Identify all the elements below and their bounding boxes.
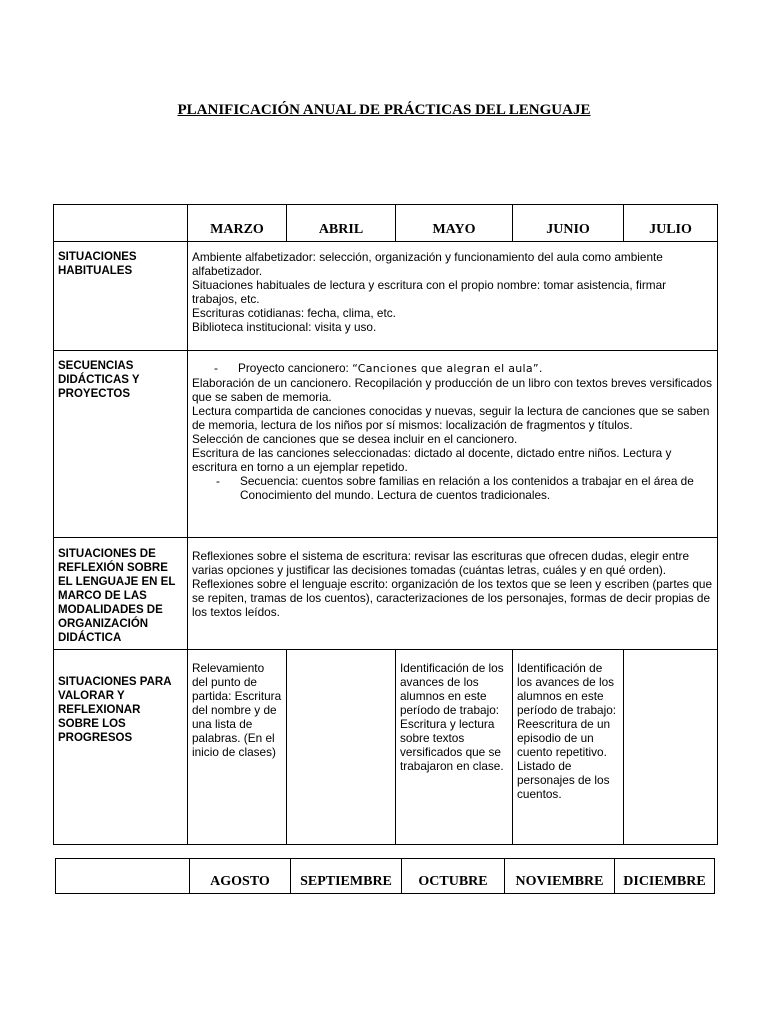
month-header: MARZO xyxy=(188,205,287,242)
bullet-item xyxy=(192,474,713,502)
month-header: AGOSTO xyxy=(190,859,291,894)
row-secuencias xyxy=(54,351,718,538)
month-header: OCTUBRE xyxy=(402,859,505,894)
month-cell: Relevamiento del punto de partida: Escritura del nombre y de una lista de palabras. (En el inicio de clases) xyxy=(188,650,287,845)
month-header: SEPTIEMBRE xyxy=(291,859,402,894)
content-line: Reflexiones sobre el sistema de escritura: revisar las escrituras que ofrecen dudas, elegir entre varias opciones y justificar las decisiones tomadas (cuántas letras, cuáles y en qué orden). xyxy=(192,549,690,577)
month-header: JUNIO xyxy=(513,205,624,242)
month-header: MAYO xyxy=(396,205,513,242)
planning-table-first-semester xyxy=(53,204,718,845)
bullet-text: Secuencia: cuentos sobre familias en relación a los contenidos a trabajar en el área de Conocimiento del mundo. Lectura de cuentos tradicionales. xyxy=(240,474,694,502)
project-title: “Canciones que alegran el aula”. xyxy=(352,362,543,375)
month-cell xyxy=(287,650,396,845)
content-line: Elaboración de un cancionero. Recopilación y producción de un libro con textos breves versificados que se saben de memoria. xyxy=(192,376,713,404)
content-line: Ambiente alfabetizador: selección, organización y funcionamiento del aula como ambiente alfabetizador. xyxy=(192,250,663,278)
month-header: DICIEMBRE xyxy=(615,859,715,894)
row-reflexion xyxy=(54,538,718,650)
bullet-text: Proyecto cancionero: xyxy=(238,361,353,375)
months-header-row xyxy=(54,205,718,242)
month-header: JULIO xyxy=(624,205,718,242)
month-header: NOVIEMBRE xyxy=(505,859,615,894)
bullet-item xyxy=(192,361,713,376)
months-header-row xyxy=(56,859,715,894)
content-line: Lectura compartida de canciones conocidas y nuevas, seguir la lectura de canciones que se saben de memoria, lectura de los niños por sí mismos: localización de fragmentos y títulos. xyxy=(192,404,710,432)
content-line: Escrituras cotidianas: fecha, clima, etc. xyxy=(192,306,396,320)
month-cell xyxy=(624,650,718,845)
corner-cell xyxy=(54,205,188,242)
month-cell: Identificación de los avances de los alumnos en este período de trabajo: Escritura y lectura sobre textos versificados que se trabajaron en clase. xyxy=(396,650,513,845)
bullet-dash: - xyxy=(216,474,220,488)
row-content xyxy=(188,538,718,650)
content-line: Biblioteca institucional: visita y uso. xyxy=(192,320,377,334)
content-line: Situaciones habituales de lectura y escritura con el propio nombre: tomar asistencia, firmar trabajos, etc. xyxy=(192,278,667,306)
content-line: Escritura de las canciones seleccionadas: dictado al docente, dictado entre niños. Lectura y escritura en torno a un ejemplar repetido. xyxy=(192,446,672,474)
content-line: Reflexiones sobre el lenguaje escrito: organización de los textos que se leen y escriben (partes que se repiten, tramas de los cuentos), caracterizaciones de los personajes, formas de decir propias de los textos leídos. xyxy=(192,577,713,619)
bullet-dash: - xyxy=(214,361,218,375)
page-title: PLANIFICACIÓN ANUAL DE PRÁCTICAS DEL LENGUAJE xyxy=(177,102,591,118)
month-header: ABRIL xyxy=(287,205,396,242)
row-valorar xyxy=(54,650,718,845)
planning-table-second-semester xyxy=(55,858,715,894)
row-label: SITUACIONES HABITUALES xyxy=(54,242,188,351)
row-label: SITUACIONES PARA VALORAR Y REFLEXIONAR SOBRE LOS PROGRESOS xyxy=(54,650,188,845)
month-cell: Identificación de los avances de los alumnos en este período de trabajo: Reescritura de un episodio de un cuento repetitivo. Listado de personajes de los cuentos. xyxy=(513,650,624,845)
row-habituales xyxy=(54,242,718,351)
row-content xyxy=(188,242,718,351)
row-content xyxy=(188,351,718,538)
row-label: SECUENCIAS DIDÁCTICAS Y PROYECTOS xyxy=(54,351,188,538)
corner-cell xyxy=(56,859,190,894)
row-label: SITUACIONES DE REFLEXIÓN SOBRE EL LENGUAJE EN EL MARCO DE LAS MODALIDADES DE ORGANIZACIÓN DIDÁCTICA xyxy=(54,538,188,650)
content-line: Selección de canciones que se desea incluir en el cancionero. xyxy=(192,432,518,446)
